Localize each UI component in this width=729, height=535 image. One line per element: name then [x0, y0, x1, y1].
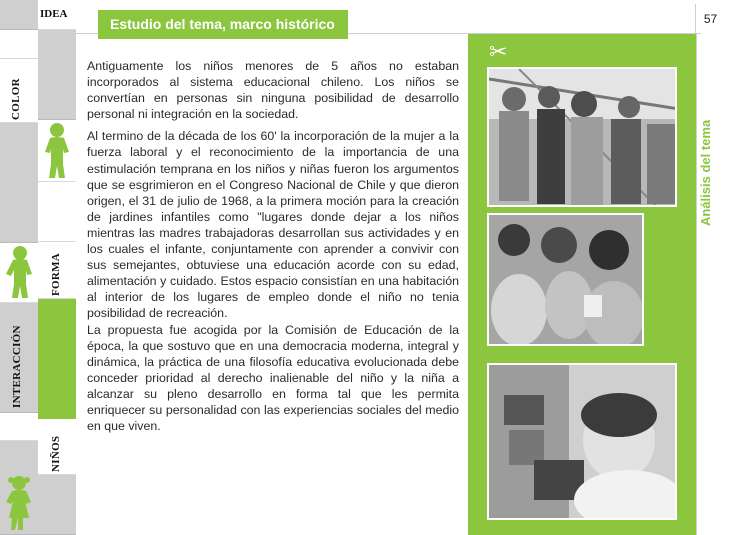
nav-forma-label[interactable]: FORMA: [50, 252, 62, 296]
page-number: 57: [695, 4, 725, 34]
nav-stripe: [38, 299, 76, 419]
paragraph: La propuesta fue acogida por la Comisión de Educación de la época, la que sostuvo que en una democracia moderna, integral y dinámica, la práctica de una filosofía educativa evolucionada debe conceder prioridad al derecho inalienable del niño y la niña a alcanzar su pleno desarrollo en forma tal que les permita enriquecer su personalidad con las experiencias sociales del medio en que viven.: [87, 322, 459, 434]
nav-stripe: [0, 413, 38, 441]
body-text: [87, 58, 459, 434]
historical-photo-children-group: [487, 67, 677, 207]
nav-color-label[interactable]: COLOR: [10, 78, 22, 120]
historical-photo-child-with-blocks: [487, 363, 677, 520]
child-silhouette-icon: [42, 122, 72, 180]
nav-idea-label[interactable]: IDEA: [40, 8, 68, 20]
nav-stripe: [0, 30, 38, 59]
section-side-title: Análisis del tema: [698, 119, 713, 226]
nav-stripe: [0, 0, 38, 30]
child-silhouette-icon: [3, 244, 35, 300]
historical-photo-classroom: [487, 213, 644, 346]
nav-interaccion-label[interactable]: INTERACCIÓN: [11, 325, 23, 408]
nav-stripe: [38, 475, 76, 535]
scissors-icon: ✂: [489, 39, 508, 64]
child-silhouette-icon: [3, 474, 35, 532]
nav-stripe: [38, 182, 76, 242]
nav-stripe: [0, 123, 38, 243]
nav-stripe: [38, 30, 76, 120]
page-title: Estudio del tema, marco histórico: [98, 10, 348, 39]
paragraph: Antiguamente los niños menores de 5 años no estaban incorporados al sistema educacional chileno. Los niños se convertían en personas sin ninguna posibilidad de desarrollo personal ni integración en la sociedad.: [87, 59, 459, 122]
paragraph: Al termino de la década de los 60' la incorporación de la mujer a la fuerza laboral y el reconocimiento de la importancia de una estimulación temprana en los niños y niñas fueron los argumentos que se esgrimieron en el Congreso Nacional de Chile y que dieron origen, el 31 de julio de 1968, a la primera moción para la creación de jardines infantiles como "lugares donde dejar a los niños mientras las madres trabajadoras desarrollan sus actividades y en los cuales el infante, conjuntamente con aprender a convivir con sus semejantes, obtuviese una educación acorde con su edad, alimentación y cuidado. Estos espacio consistían en una habitación al interior de los lugares de empleo donde el niño no tenia posibilidad de recreación.: [87, 129, 459, 321]
nav-ninos-label[interactable]: NIÑOS: [50, 435, 62, 472]
